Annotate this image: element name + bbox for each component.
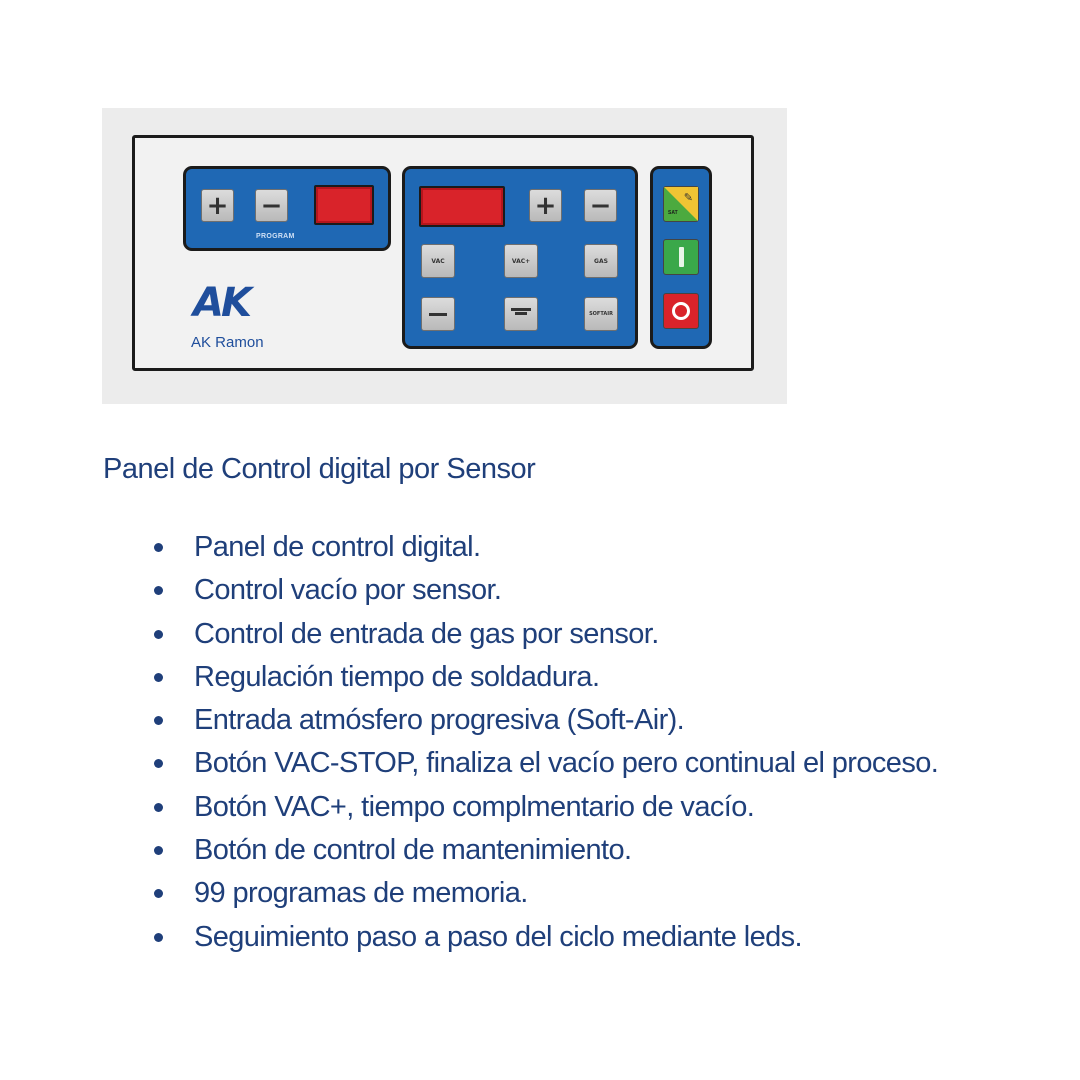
wrench-icon: ✎ [683, 192, 693, 204]
bullet-icon [154, 803, 163, 812]
list-item [152, 657, 938, 700]
program-display [314, 185, 374, 225]
main-display [419, 186, 505, 227]
brand-name: AK Ramon [191, 334, 264, 351]
list-item [152, 700, 938, 743]
bullet-icon [154, 933, 163, 942]
list-item [152, 527, 938, 570]
power-off-icon [672, 302, 690, 320]
list-item [152, 873, 938, 916]
list-item [152, 830, 938, 873]
bullet-icon [154, 586, 163, 595]
gas-button[interactable] [584, 244, 618, 278]
bullet-icon [154, 630, 163, 639]
bullet-icon [154, 543, 163, 552]
list-item-text: Botón VAC-STOP, finaliza el vacío pero continual el proceso. [194, 747, 939, 780]
maintenance-label: SAT [668, 210, 678, 216]
vac-plus-button[interactable] [504, 244, 538, 278]
list-item-text: Control de entrada de gas por sensor. [194, 617, 659, 650]
softair-button-label: SOFTAIR [589, 311, 613, 317]
list-item-text: Regulación tiempo de soldadura. [194, 660, 600, 693]
start-button[interactable] [663, 239, 699, 275]
list-item [152, 570, 938, 613]
list-item [152, 614, 938, 657]
bullet-icon [154, 889, 163, 898]
list-item-text: 99 programas de memoria. [194, 877, 528, 910]
control-panel-photo [102, 108, 787, 404]
vac-button[interactable] [421, 244, 455, 278]
seal-time-button[interactable] [504, 297, 538, 331]
program-module [183, 166, 391, 251]
gas-button-label: GAS [594, 257, 608, 265]
list-item-text: Botón de control de mantenimiento. [194, 834, 632, 867]
seal-bar-icon [511, 308, 531, 321]
ak-logo: AK [193, 280, 249, 326]
softair-button[interactable] [584, 297, 618, 331]
feature-list [152, 527, 938, 960]
list-item [152, 917, 938, 960]
list-item [152, 787, 938, 830]
bullet-icon [154, 716, 163, 725]
bullet-icon [154, 759, 163, 768]
maintenance-button[interactable] [663, 186, 699, 222]
vac-button-label: VAC [431, 257, 445, 265]
bullet-icon [154, 673, 163, 682]
page-title: Panel de Control digital por Sensor [103, 453, 536, 485]
vac-plus-button-label: VAC+ [511, 257, 531, 265]
list-item-text: Botón VAC+, tiempo complmentario de vacío. [194, 790, 755, 823]
value-plus-button[interactable]: + [529, 189, 562, 222]
bullet-icon [154, 846, 163, 855]
list-item-text: Seguimiento paso a paso del ciclo mediante leds. [194, 920, 802, 953]
list-item-text: Panel de control digital. [194, 531, 481, 563]
program-label: PROGRAM [256, 233, 295, 240]
program-minus-button[interactable]: − [255, 189, 288, 222]
list-item [152, 743, 938, 786]
stop-button[interactable] [663, 293, 699, 329]
program-plus-button[interactable]: + [201, 189, 234, 222]
value-minus-button[interactable]: − [584, 189, 617, 222]
vac-stop-button[interactable] [421, 297, 455, 331]
list-item-text: Control vacío por sensor. [194, 574, 502, 607]
dash-icon [429, 313, 447, 316]
start-stop-module [650, 166, 712, 349]
power-on-icon [679, 247, 684, 267]
main-control-module [402, 166, 638, 349]
control-panel-faceplate [132, 135, 754, 371]
list-item-text: Entrada atmósfero progresiva (Soft-Air). [194, 704, 685, 737]
